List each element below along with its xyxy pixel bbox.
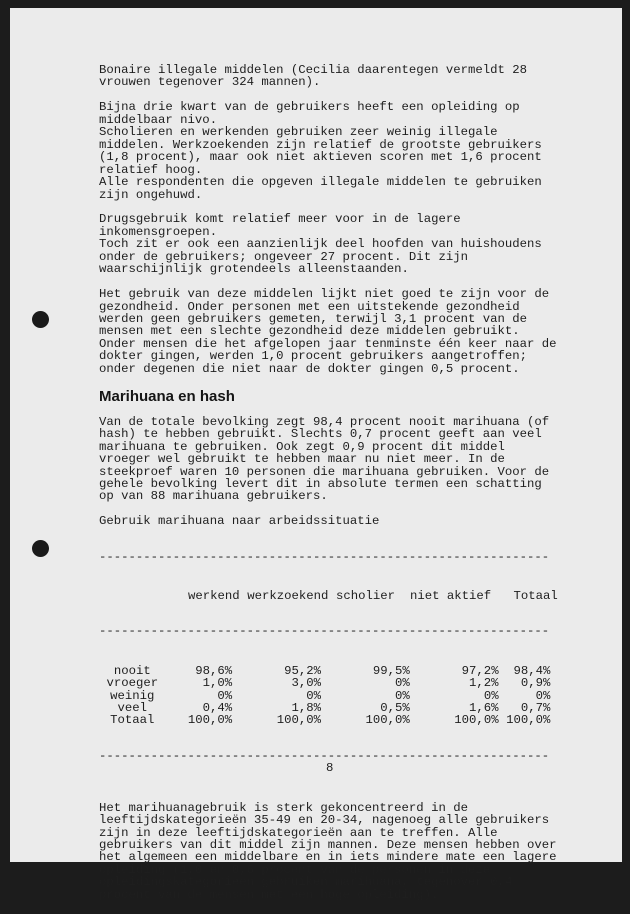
document-body [99,64,569,914]
section-intro [99,416,569,503]
text-line: steekproef waren 10 personen die marihuana gebruiken. Voor de [99,464,550,479]
table-cell: 0% [483,688,499,703]
table-cell: 0% [395,688,410,703]
text-line: marihuana te gebruiken. Ook zegt 0,9 procent dit middel [99,439,505,454]
row-label: vroeger [106,676,159,691]
table-cell: 98,4% [513,663,551,678]
table-cell: 97,2% [461,663,499,678]
row-label: nooit [113,663,151,678]
text-line: Van de totale bevolking zegt 98,4 procent nooit marihuana (of [99,414,550,429]
table-caption: Gebruik marihuana naar arbeidssituatie [99,514,380,529]
text-line: Bijna drie kwart van de gebruikers heeft een opleiding op [99,100,520,115]
text-line: Het gebruik van deze middelen lijkt niet goed te zijn voor de [99,287,550,302]
text-line: waarschijnlijk grotendeels alleenstaanden. [99,262,409,277]
table-cell: 1,2% [469,676,499,691]
text-line: Onder mensen die het afgelopen jaar tenminste één keer naar de [99,336,557,351]
text-line: (1,8 procent), maar ook niet aktieven scoren met 1,6 procent [99,150,542,165]
table-header-row [99,590,569,602]
row-label: veel [117,701,148,716]
punch-hole-bottom [32,540,49,557]
table-cell: 1,6% [469,701,499,716]
table-row [99,677,569,689]
table-cell: 0% [306,688,321,703]
text-line: hash) te hebben gebruikt. Slechts 0,7 procent geeft aan veel [99,427,542,442]
table-cell: 0% [395,676,410,691]
text-line: vrouwen tegenover 324 mannen). [99,75,321,90]
arbeidssituatie-table [99,528,569,789]
table-header-cell: niet aktief [409,589,492,604]
table-cell: 99,5% [372,663,410,678]
text-line: Het marihuanagebruik is sterk gekoncentreerd in de [99,800,468,815]
table-header-cell: Totaal [513,589,558,604]
table-cell: 0% [217,688,233,703]
table-cell: 100,0% [276,713,321,728]
punch-hole-top [32,311,49,328]
table-header-cell: werkend [187,589,240,604]
text-line: relatief hoog. [99,162,203,177]
text-line: procent van de mensen met een hoge opleiding). [99,887,439,902]
section-heading: Marihuana en hash [99,387,235,405]
text-line: middelen. Werkzoekenden zijn relatief de grootste gebruikers [99,137,542,152]
text-line: onder de gebruikers; ongeveer 27 procent. Dit zijn [99,249,468,264]
table-cell: 95,2% [284,663,321,678]
paragraph [99,288,569,375]
text-line: mensen met een slechte gezondheid deze middelen gebruikt. [99,324,520,339]
paragraph [99,101,569,201]
text-line: gehele bevolking levert dit in absolute termen een schatting [99,476,542,491]
paragraph [99,802,569,902]
text-line: middelbaar nivo. [99,112,218,127]
text-line: gebruikers van dit middel zijn mannen. Deze mensen hebben over [99,837,557,852]
text-line: opleiding (1,0 en 0,6 procent van de personen in deze [99,862,491,877]
text-line: Alle respondenten die opgeven illegale middelen te gebruiken [99,175,542,190]
table-cell: 1,0% [202,676,233,691]
table-rule-top: ------------------------------------------------------------- [99,552,550,564]
table-cell: 3,0% [291,676,321,691]
text-line: zijn ongehuwd. [99,187,203,202]
document-page [10,8,622,902]
text-line: zijn in deze leeftijdskategorieën aan te treffen. Alle [99,825,498,840]
table-header-cell: scholier [335,589,395,604]
table-header-cell: werkzoekend [247,589,329,604]
table-rule-mid: ------------------------------------------------------------- [99,627,550,639]
text-line: dokter gingen, werden 1,0 procent gebruikers aangetroffen; [99,349,528,364]
text-line: werden geen gebruikers gemeten, terwijl 3,1 procent van de [99,312,528,327]
table-body [99,665,569,727]
text-line: gezondheid. Onder personen met een uitstekende gezondheid [99,299,520,314]
table-row [99,714,569,726]
text-line: het algemeen een middelbare en in iets mindere mate een lagere [99,850,557,865]
table-cell: 100,0% [365,713,410,728]
paragraphs-top [99,64,569,375]
text-line: onder degenen die niet naar de dokter gingen 0,5 procent. [99,361,520,376]
table-rule-bottom: ------------------------------------------------------------- [99,751,550,763]
text-line: op van 88 marihuana gebruikers. [99,489,328,504]
text-line: leeftijdskategorieën 35-49 en 20-34, nagenoeg alle gebruikers [99,813,550,828]
table-cell: 0% [535,688,551,703]
paragraphs-bottom [99,802,569,902]
paragraph [99,416,569,503]
table-cell: 100,0% [506,713,551,728]
table-cell: 0,5% [380,701,410,716]
text-line: opleidingskategorieën gebruiken marihuana, tegenover 0,4 [99,875,513,890]
table-cell: 0,7% [520,701,551,716]
text-line: Drugsgebruik komt relatief meer voor in de lagere [99,212,461,227]
paragraph [99,64,569,89]
text-line: Toch zit er ook een aanzienlijk deel hoofden van huishoudens [99,237,542,252]
text-line: Bonaire illegale middelen (Cecilia daarentegen vermeldt 28 [99,63,528,77]
text-line: inkomensgroepen. [99,224,218,239]
row-label: weinig [110,688,155,703]
text-line: vroeger wel gebruikt te hebben maar nu niet meer. In de [99,452,505,467]
table-cell: 0,4% [202,701,233,716]
row-label: Totaal [110,713,155,728]
table-cell: 98,6% [195,663,233,678]
table-cell: 100,0% [454,713,499,728]
paragraph [99,213,569,275]
table-header-cell [99,590,166,602]
table-cell: 100,0% [187,713,233,728]
table-cell: 1,8% [291,701,321,716]
text-line: Scholieren en werkenden gebruiken zeer weinig illegale [99,125,498,140]
table-cell: 0,9% [520,676,551,691]
page-number: 8 [326,761,334,775]
